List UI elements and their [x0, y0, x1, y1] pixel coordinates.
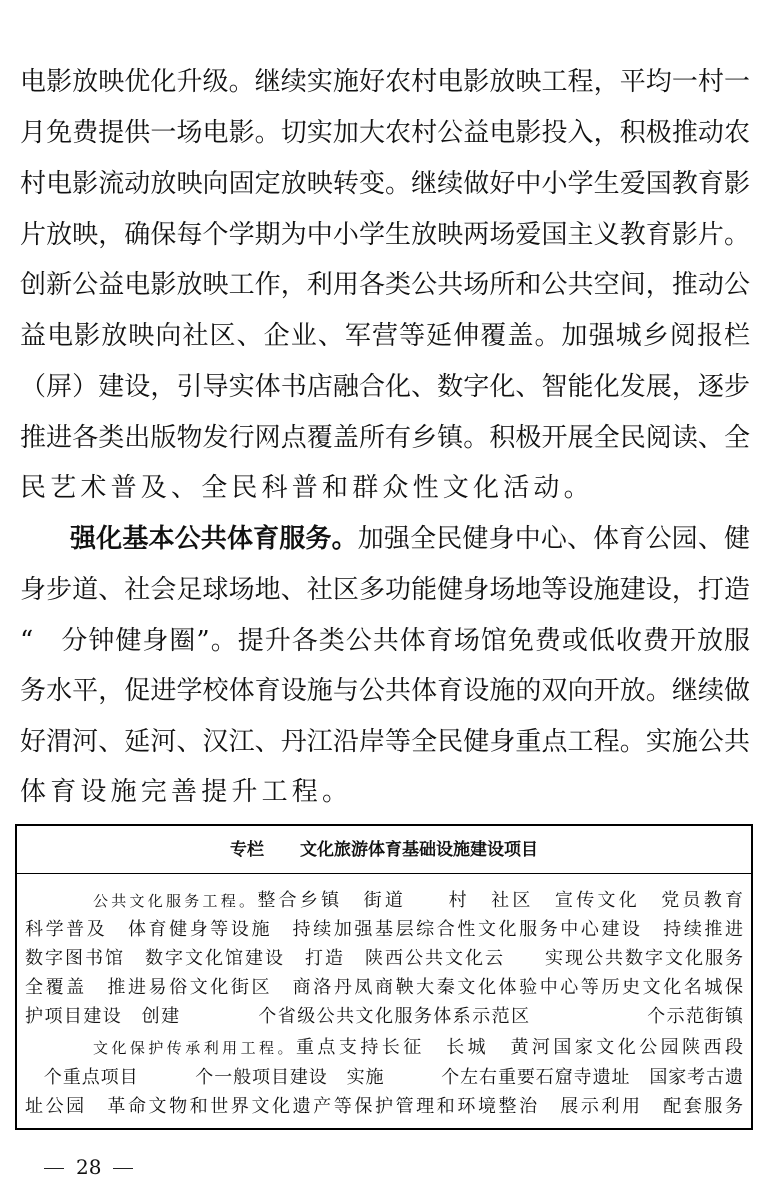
page-number: 28: [76, 1155, 102, 1179]
body-text-line: 身步道、社会足球场地、社区多功能健身场地等设施建设，打造: [20, 575, 750, 605]
body-text-line: 创新公益电影放映工作，利用各类公共场所和公共空间，推动公: [20, 270, 750, 300]
body-text-line: 益电影放映向社区、企业、军营等延伸覆盖。加强城乡阅报栏: [20, 321, 750, 351]
body-text-line: （屏）建设，引导实体书店融合化、数字化、智能化发展，逐步: [20, 372, 750, 402]
box-label: 专栏: [230, 840, 264, 860]
body-text-line: 好渭河、延河、汉江、丹江沿岸等全民健身重点工程。实施公共: [20, 727, 750, 757]
body-text-line: 电影放映优化升级。继续实施好农村电影放映工程，平均一村一: [20, 67, 750, 97]
box-p1-first: 整合乡镇 街道 村 社区 宣传文化 党员教育: [257, 890, 743, 911]
body-text-line: 月免费提供一场电影。切实加大农村公益电影投入，积极推动农: [20, 118, 750, 148]
body-text-line: “ 分钟健身圈”。提升各类公共体育场馆免费或低收费开放服: [20, 626, 750, 656]
body-text-line: 体育设施完善提升工程。: [20, 777, 353, 807]
box-paragraph-1-first-line: [93, 888, 743, 914]
body-text-line: 村电影流动放映向固定放映转变。继续做好中小学生爱国教育影: [20, 169, 750, 199]
box-p1-lead: 公共文化服务工程。: [93, 892, 258, 910]
body-text-line: 推进各类出版物发行网点覆盖所有乡镇。积极开展全民阅读、全: [20, 423, 750, 453]
body-text-line: 片放映，确保每个学期为中小学生放映两场爱国主义教育影片。: [20, 220, 750, 250]
box-p2-first: 重点支持长征 长城 黄河国家文化公园陕西段: [295, 1037, 743, 1058]
box-text-line: 数字图书馆 数字文化馆建设 打造 陕西公共文化云 实现公共数字文化服务: [25, 948, 743, 969]
box-paragraph-2-first-line: [93, 1035, 743, 1061]
box-title: [17, 826, 751, 874]
box-text-line: 科学普及 体育健身等设施 持续加强基层综合性文化服务中心建设 持续推进: [25, 919, 743, 940]
sport-heading: 强化基本公共体育服务。: [70, 524, 358, 554]
box-text-line: 个重点项目 个一般项目建设 实施 个左右重要石窟寺遗址 国家考古遗: [25, 1067, 743, 1088]
special-column-box: [15, 824, 753, 1130]
sport-paragraph-first-line: [70, 522, 750, 556]
box-title-text: 文化旅游体育基础设施建设项目: [300, 840, 538, 860]
sport-text: 加强全民健身中心、体育公园、健: [357, 524, 750, 554]
body-text-line: 民艺术普及、全民科普和群众性文化活动。: [20, 473, 594, 503]
box-text-line: 全覆盖 推进易俗文化街区 商洛丹凤商鞅大秦文化体验中心等历史文化名城保: [25, 977, 743, 998]
box-text-line: 护项目建设 创建 个省级公共文化服务体系示范区 个示范街镇: [25, 1006, 743, 1027]
footer-dash-right: [113, 1168, 133, 1169]
page-footer: [44, 1152, 133, 1182]
footer-dash-left: [44, 1168, 64, 1169]
box-text-line: 址公园 革命文物和世界文化遗产等保护管理和环境整治 展示利用 配套服务: [25, 1096, 743, 1117]
body-text-line: 务水平，促进学校体育设施与公共体育设施的双向开放。继续做: [20, 676, 750, 706]
box-p2-lead: 文化保护传承利用工程。: [93, 1039, 296, 1057]
